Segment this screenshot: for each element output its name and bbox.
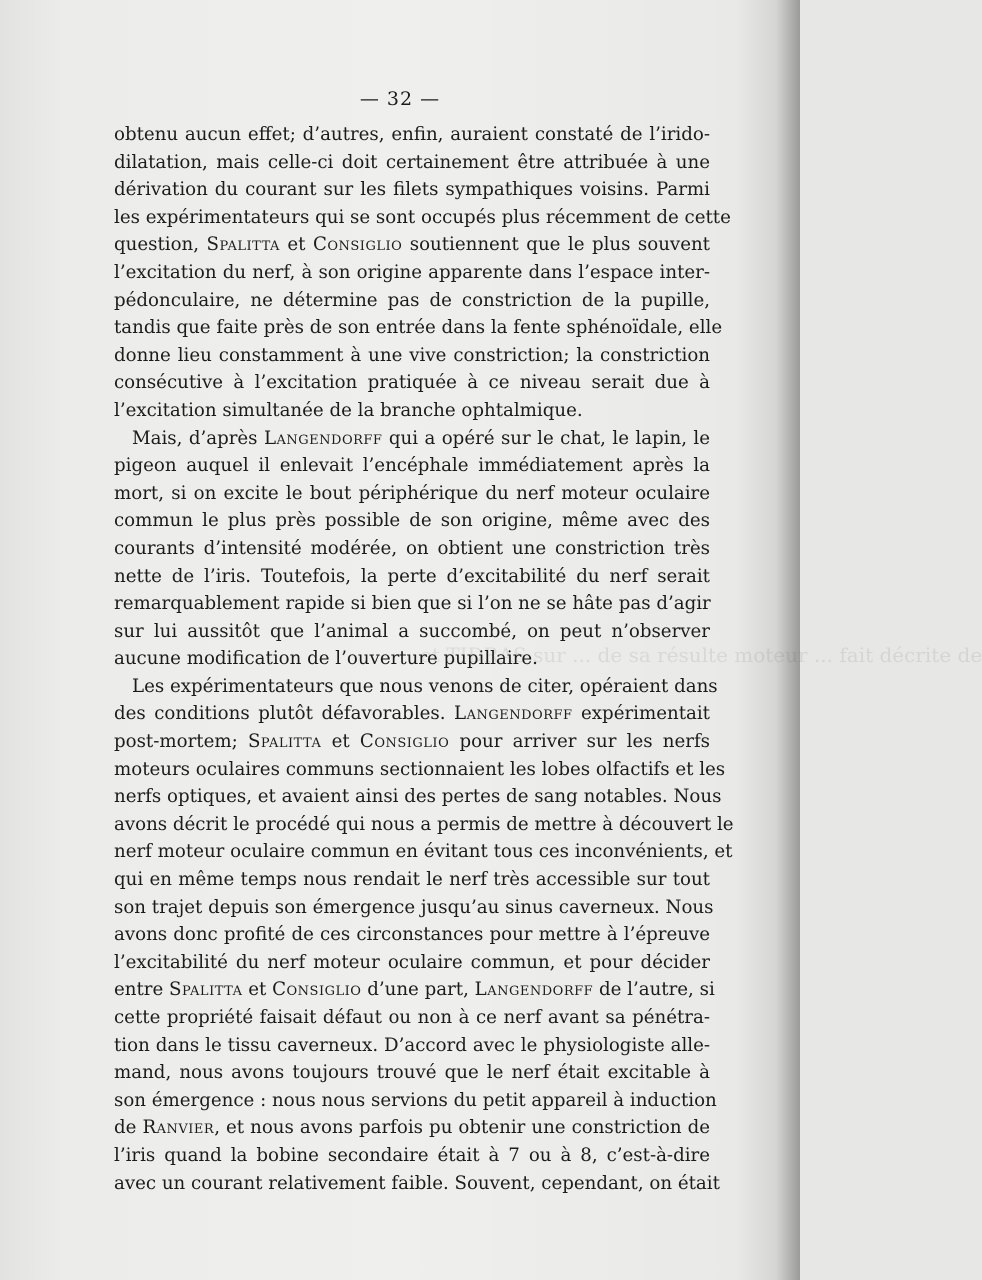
text-line (114, 425, 710, 453)
text-line (114, 535, 710, 563)
text-run: et (279, 234, 313, 256)
text-run: soutiennent que le plus souvent (402, 234, 710, 256)
text-run: l’iris quand la bobine secondaire était à 7 ou à 8, c’est-à-dire (114, 1144, 710, 1166)
text-line (114, 507, 710, 535)
text-run: expérimentait (572, 703, 710, 725)
text-run: qui en même temps nous rendait le nerf très accessible sur tout (114, 869, 710, 891)
text-run: et (242, 979, 273, 1001)
text-run: obtenu aucun effet; d’autres, enfin, auraient constaté de l’irido- (114, 124, 710, 145)
text-run: remarquablement rapide si bien que si l’on ne se hâte pas d’agir (114, 593, 711, 615)
text-line (114, 1087, 717, 1115)
text-line (114, 287, 710, 315)
text-line (114, 176, 710, 204)
author-name: Ranvier (142, 1117, 215, 1139)
text-line (114, 700, 710, 728)
text-line (114, 866, 710, 894)
text-line (114, 121, 710, 149)
text-line (114, 231, 710, 259)
text-line (114, 563, 710, 591)
text-run: avec un courant relativement faible. Souvent, cependant, on était (114, 1172, 720, 1194)
text-run: qui a opéré sur le chat, le lapin, le (382, 427, 710, 449)
paragraph (114, 673, 734, 1197)
author-name: Spalitta (247, 731, 322, 753)
paragraph (114, 425, 710, 673)
text-line (114, 149, 710, 177)
text-run: mand, nous avons toujours trouvé que le nerf était excitable à (114, 1062, 710, 1084)
author-name: Consiglio (312, 234, 403, 256)
text-run: dilatation, mais celle-ci doit certainement être attribuée à une (114, 151, 710, 173)
text-run: et (321, 731, 360, 753)
text-run: moteurs oculaires communs sectionnaient les lobes olfactifs et les (114, 758, 726, 780)
text-run: l’excitation simultanée de la branche ophtalmique. (114, 399, 583, 421)
author-name: Consiglio (359, 731, 450, 753)
text-run: nette de l’iris. Toutefois, la perte d’excitabilité du nerf serait (114, 565, 710, 587)
text-line (114, 452, 710, 480)
text-line (114, 728, 710, 756)
author-name: Langendorff (474, 979, 594, 1001)
text-line (114, 1032, 710, 1060)
text-run: les expérimentateurs qui se sont occupés plus récemment de cette (114, 206, 731, 228)
author-name: Consiglio (272, 979, 362, 1001)
text-line (114, 756, 726, 784)
text-line (114, 838, 733, 866)
author-name: Spalitta (169, 979, 243, 1001)
text-line (114, 645, 710, 673)
text-run: cette propriété faisait défaut ou non à ce nerf avant sa pénétra- (114, 1007, 710, 1028)
text-run: mort, si on excite le bout périphérique du nerf moteur oculaire (114, 482, 710, 504)
text-run: commun le plus près possible de son origine, même avec des (114, 510, 710, 532)
page-number: — 32 — (359, 88, 441, 110)
text-run: d’une part, (361, 979, 475, 1001)
text-run: son trajet depuis son émergence jusqu’au sinus caverneux. Nous (114, 896, 714, 918)
text-run: pigeon auquel il enlevait l’encéphale immédiatement après la (114, 455, 710, 477)
text-run: , et nous avons parfois pu obtenir une constriction de (214, 1117, 710, 1139)
text-run: pédonculaire, ne détermine pas de constriction de la pupille, (114, 289, 710, 311)
body-text (114, 121, 734, 1197)
text-line (114, 673, 718, 701)
text-line (114, 342, 710, 370)
text-line (114, 1170, 720, 1198)
text-line (114, 204, 731, 232)
text-run: avons décrit le procédé qui nous a permis de mettre à découvert le (114, 813, 734, 835)
author-name: Spalitta (206, 234, 280, 256)
text-run: tandis que faite près de son entrée dans la fente sphénoïdale, elle (114, 317, 723, 339)
text-line (114, 590, 710, 618)
text-run: l’excitabilité du nerf moteur oculaire commun, et pour décider (114, 951, 710, 973)
text-line (114, 1142, 710, 1170)
text-run: donne lieu constamment à une vive constriction; la constriction (114, 344, 710, 366)
text-line (114, 811, 734, 839)
text-run: tion dans le tissu caverneux. D’accord avec le physiologiste alle- (114, 1034, 710, 1056)
paragraph (114, 121, 731, 425)
text-run: sur lui aussitôt que l’animal a succombé, on peut n’observer (114, 620, 710, 642)
text-line (114, 921, 710, 949)
text-run: de l’autre, si (593, 979, 715, 1001)
text-run: de (114, 1117, 143, 1139)
text-run: post-mortem; (114, 731, 248, 753)
text-run: l’excitation du nerf, à son origine apparente dans l’espace inter- (114, 261, 710, 283)
text-run: nerfs optiques, et avaient ainsi des pertes de sang notables. Nous (114, 786, 722, 808)
text-line (114, 976, 715, 1004)
text-run: question, (114, 234, 207, 256)
author-name: Langendorff (263, 427, 383, 449)
text-line (114, 397, 710, 425)
text-run: courants d’intensité modérée, on obtient une constriction très (114, 537, 710, 559)
text-run: consécutive à l’excitation pratiquée à ce niveau serait due à (114, 372, 710, 394)
text-run: dérivation du courant sur les filets sympathiques voisins. Parmi (114, 179, 710, 201)
text-run: nerf moteur oculaire commun en évitant tous ces inconvénients, et (114, 841, 733, 863)
author-name: Langendorff (454, 703, 573, 725)
text-line (114, 480, 710, 508)
text-line (114, 949, 710, 977)
text-run: avons donc profité de ces circonstances pour mettre à l’épreuve (114, 924, 710, 946)
text-run: pour arriver sur les nerfs (449, 731, 711, 753)
text-line (114, 1059, 710, 1087)
text-run: entre (114, 979, 170, 1001)
bleed-through-text: et TIDRAS sur ... de sa résulte moteur ... fait décrite de (420, 643, 982, 667)
text-line (114, 259, 710, 287)
text-run: son émergence : nous nous servions du petit appareil à induction (114, 1089, 717, 1111)
text-run: Les expérimentateurs que nous venons de citer, opéraient dans (132, 675, 718, 697)
text-line (114, 1114, 710, 1142)
text-line (114, 894, 714, 922)
text-line (114, 369, 710, 397)
text-line (114, 783, 722, 811)
text-run: des conditions plutôt défavorables. (114, 703, 455, 725)
text-run: Mais, d’après (132, 427, 264, 449)
text-run: aucune modification de l’ouverture pupillaire. (114, 648, 538, 670)
text-line (114, 314, 723, 342)
text-line (114, 1004, 710, 1032)
text-line (114, 618, 710, 646)
